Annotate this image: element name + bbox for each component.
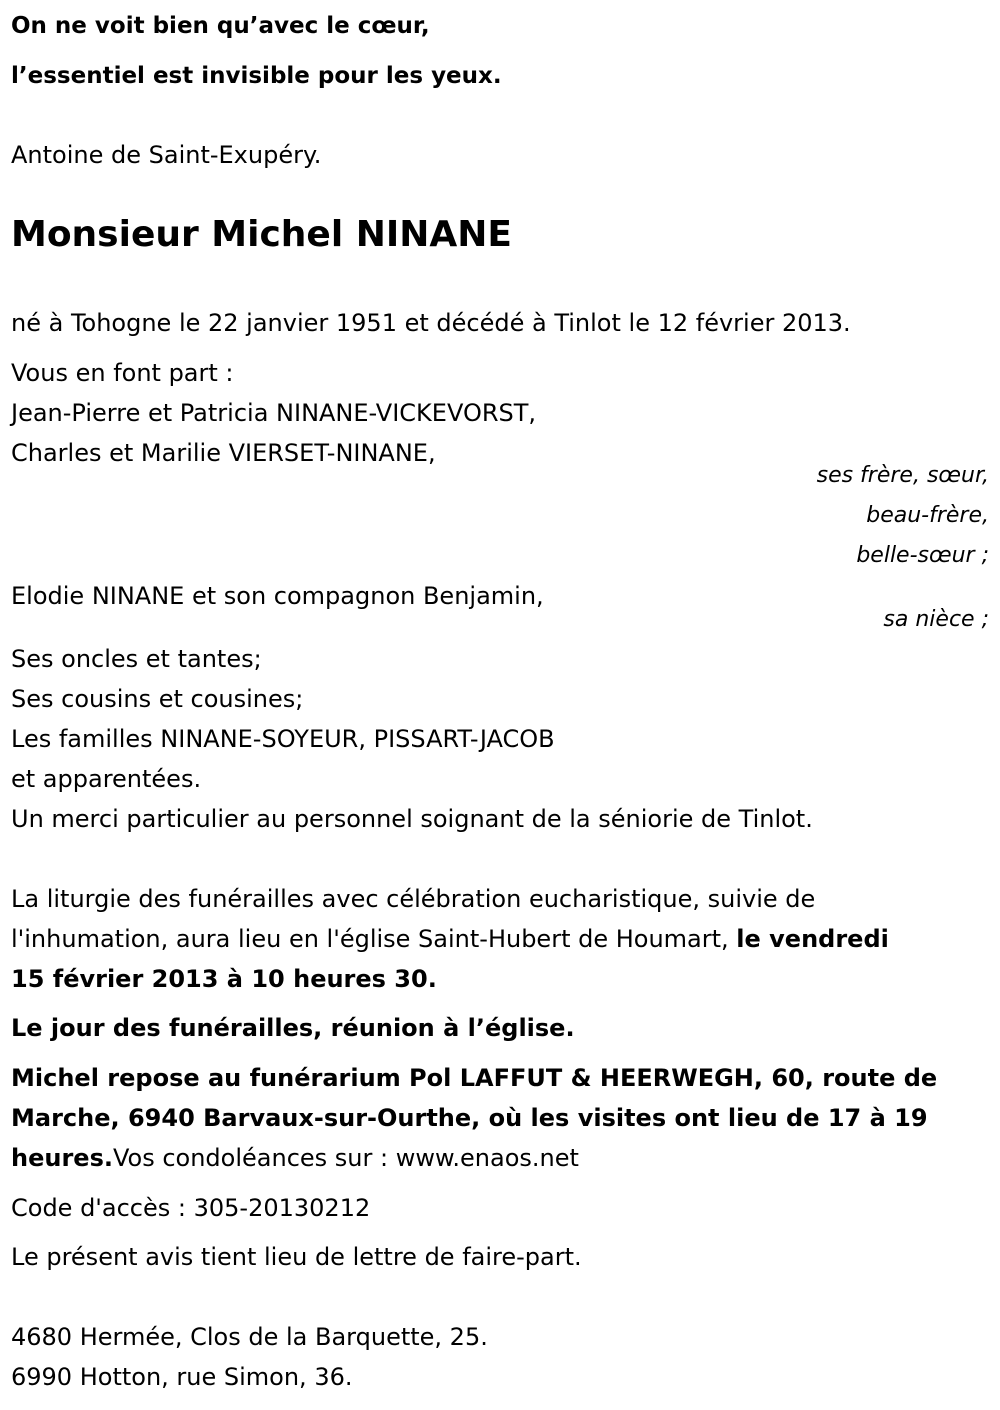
repose-line-2 [11, 1098, 928, 1138]
birth-death-line: né à Tohogne le 22 janvier 1951 et décédé à Tinlot le 12 février 2013. [11, 309, 851, 337]
meeting-text: Le jour des funérailles, réunion à l’église. [11, 1014, 575, 1042]
relation-1-line-1: ses frère, sœur, [816, 463, 989, 488]
quote-author: Antoine de Saint-Exupéry. [11, 141, 322, 169]
family-others-1: Ses oncles et tantes; [11, 645, 262, 673]
deceased-name: Monsieur Michel NINANE [11, 214, 512, 255]
repose-line-3 [11, 1138, 579, 1178]
address-1: 4680 Hermée, Clos de la Barquette, 25. [11, 1323, 488, 1351]
family-member-1: Jean-Pierre et Patricia NINANE-VICKEVORST, [11, 399, 537, 427]
thanks-line: Un merci particulier au personnel soignant de la séniorie de Tinlot. [11, 805, 813, 833]
relation-1-line-2: beau-frère, [866, 503, 989, 528]
address-2: 6990 Hotton, rue Simon, 36. [11, 1363, 353, 1391]
repose-line-1 [11, 1058, 937, 1098]
repose-text-3: heures. [11, 1144, 113, 1172]
relation-2: sa nièce ; [883, 607, 989, 632]
family-member-3: Elodie NINANE et son compagnon Benjamin, [11, 582, 544, 610]
notice-line: Le présent avis tient lieu de lettre de faire-part. [11, 1243, 582, 1271]
funeral-date-time: 15 février 2013 à 10 heures 30. [11, 965, 437, 993]
repose-text-2: Marche, 6940 Barvaux-sur-Ourthe, où les visites ont lieu de 17 à 19 [11, 1104, 928, 1132]
family-member-2: Charles et Marilie VIERSET-NINANE, [11, 439, 436, 467]
funeral-line-2-normal: l'inhumation, aura lieu en l'église Saint-Hubert de Houmart, [11, 925, 737, 953]
family-intro: Vous en font part : [11, 359, 234, 387]
quote-line-2: l’essentiel est invisible pour les yeux. [11, 63, 502, 89]
meeting-line [11, 1008, 575, 1048]
repose-text-1: Michel repose au funérarium Pol LAFFUT & HEERWEGH, 60, route de [11, 1064, 938, 1092]
access-code-line: Code d'accès : 305-20130212 [11, 1194, 371, 1222]
funeral-line-2 [11, 919, 889, 959]
family-others-2: Ses cousins et cousines; [11, 685, 304, 713]
relation-1-line-3: belle-sœur ; [856, 543, 989, 568]
family-others-3: Les familles NINANE-SOYEUR, PISSART-JACOB [11, 725, 555, 753]
condolences-text: Vos condoléances sur : www.enaos.net [112, 1144, 579, 1172]
funeral-line-3 [11, 959, 437, 999]
family-others-4: et apparentées. [11, 765, 202, 793]
funeral-line-1: La liturgie des funérailles avec célébration eucharistique, suivie de [11, 885, 816, 913]
funeral-line-2-bold: le vendredi [736, 925, 889, 953]
quote-line-1: On ne voit bien qu’avec le cœur, [11, 13, 430, 39]
